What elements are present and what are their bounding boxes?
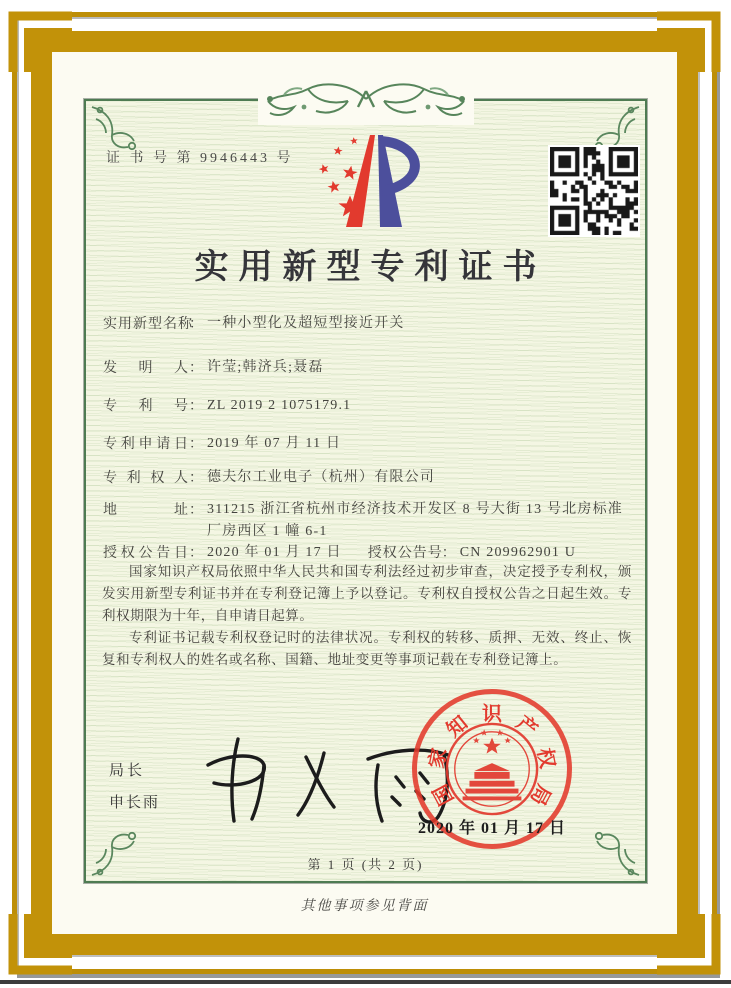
field-row-filing-date [103,433,631,455]
field-value: 一种小型化及超短型接近开关 [207,316,405,331]
cnipa-patent-logo-icon [298,131,450,233]
certificate-paper [52,52,677,934]
seal-ring-char: 家 [425,746,452,771]
field-value: 2020 年 01 月 17 日 [207,545,342,560]
field-value: 311215 浙江省杭州市经济技术开发区 8 号大街 13 号北房标准厂房西区 1 幢 6-1 [207,502,623,539]
field-label: 专利申请日： [103,437,203,452]
seal-date: 2020 年 01 月 17 日 [417,820,566,837]
field-label: 专利权人： [103,471,203,486]
field-value: ZL 2019 2 1075179.1 [207,398,352,413]
certificate-number: 证 书 号 第 9946443 号 [106,151,294,166]
field-value: CN 209962901 U [459,545,577,560]
field-row-inventors [103,357,631,379]
seal-ring-char: 识 [482,703,502,726]
seal-ring-char: 产 [511,711,542,742]
field-label: 地址： [103,503,203,518]
back-note: 其他事项参见背面 [300,899,429,914]
field-value: 2019 年 07 月 11 日 [207,436,342,451]
field-row-patentee [103,467,631,489]
legal-paragraph: 国家知识产权局依照中华人民共和国专利法经过初步审查，决定授予专利权，颁发实用新型专利证书并在专利登记簿上予以登记。专利权自授权公告之日起生效。专利权期限为十年，自申请日起算。 [102,564,632,623]
seal-ring-char: 局 [525,780,555,809]
director-title-label: 局长 [109,763,146,779]
scan-edge-shadow [0,980,731,984]
director-name-label: 申长雨 [109,795,161,811]
legal-text [102,561,632,671]
field-label: 发明人： [103,361,203,376]
page-number: 第 1 页 (共 2 页) [307,857,424,872]
field-label: 授权公告号： [367,546,456,561]
field-value: 许莹;韩济兵;聂磊 [207,360,324,375]
seal-ring-char: 知 [442,711,473,742]
field-label: 授权公告日： [103,546,203,561]
certificate-title: 实用新型专利证书 [194,249,547,286]
field-label: 实用新型名称： [103,317,203,332]
dragon-scroll-ornament-icon [258,77,474,125]
field-row-address [103,499,631,542]
seal-ring-char: 国 [429,780,459,809]
field-label: 专利号： [103,399,203,414]
certificate-panel [84,99,647,883]
field-row-patent-number [103,395,631,417]
qr-code [548,145,640,237]
field-row-invention-name [103,313,631,335]
seal-ring-char: 权 [532,746,559,771]
field-value: 德夫尔工业电子（杭州）有限公司 [207,470,435,485]
legal-paragraph: 专利证书记载专利权登记时的法律状况。专利权的转移、质押、无效、终止、恢复和专利权人的姓名或名称、国籍、地址变更等事项记载在专利登记簿上。 [102,630,632,667]
